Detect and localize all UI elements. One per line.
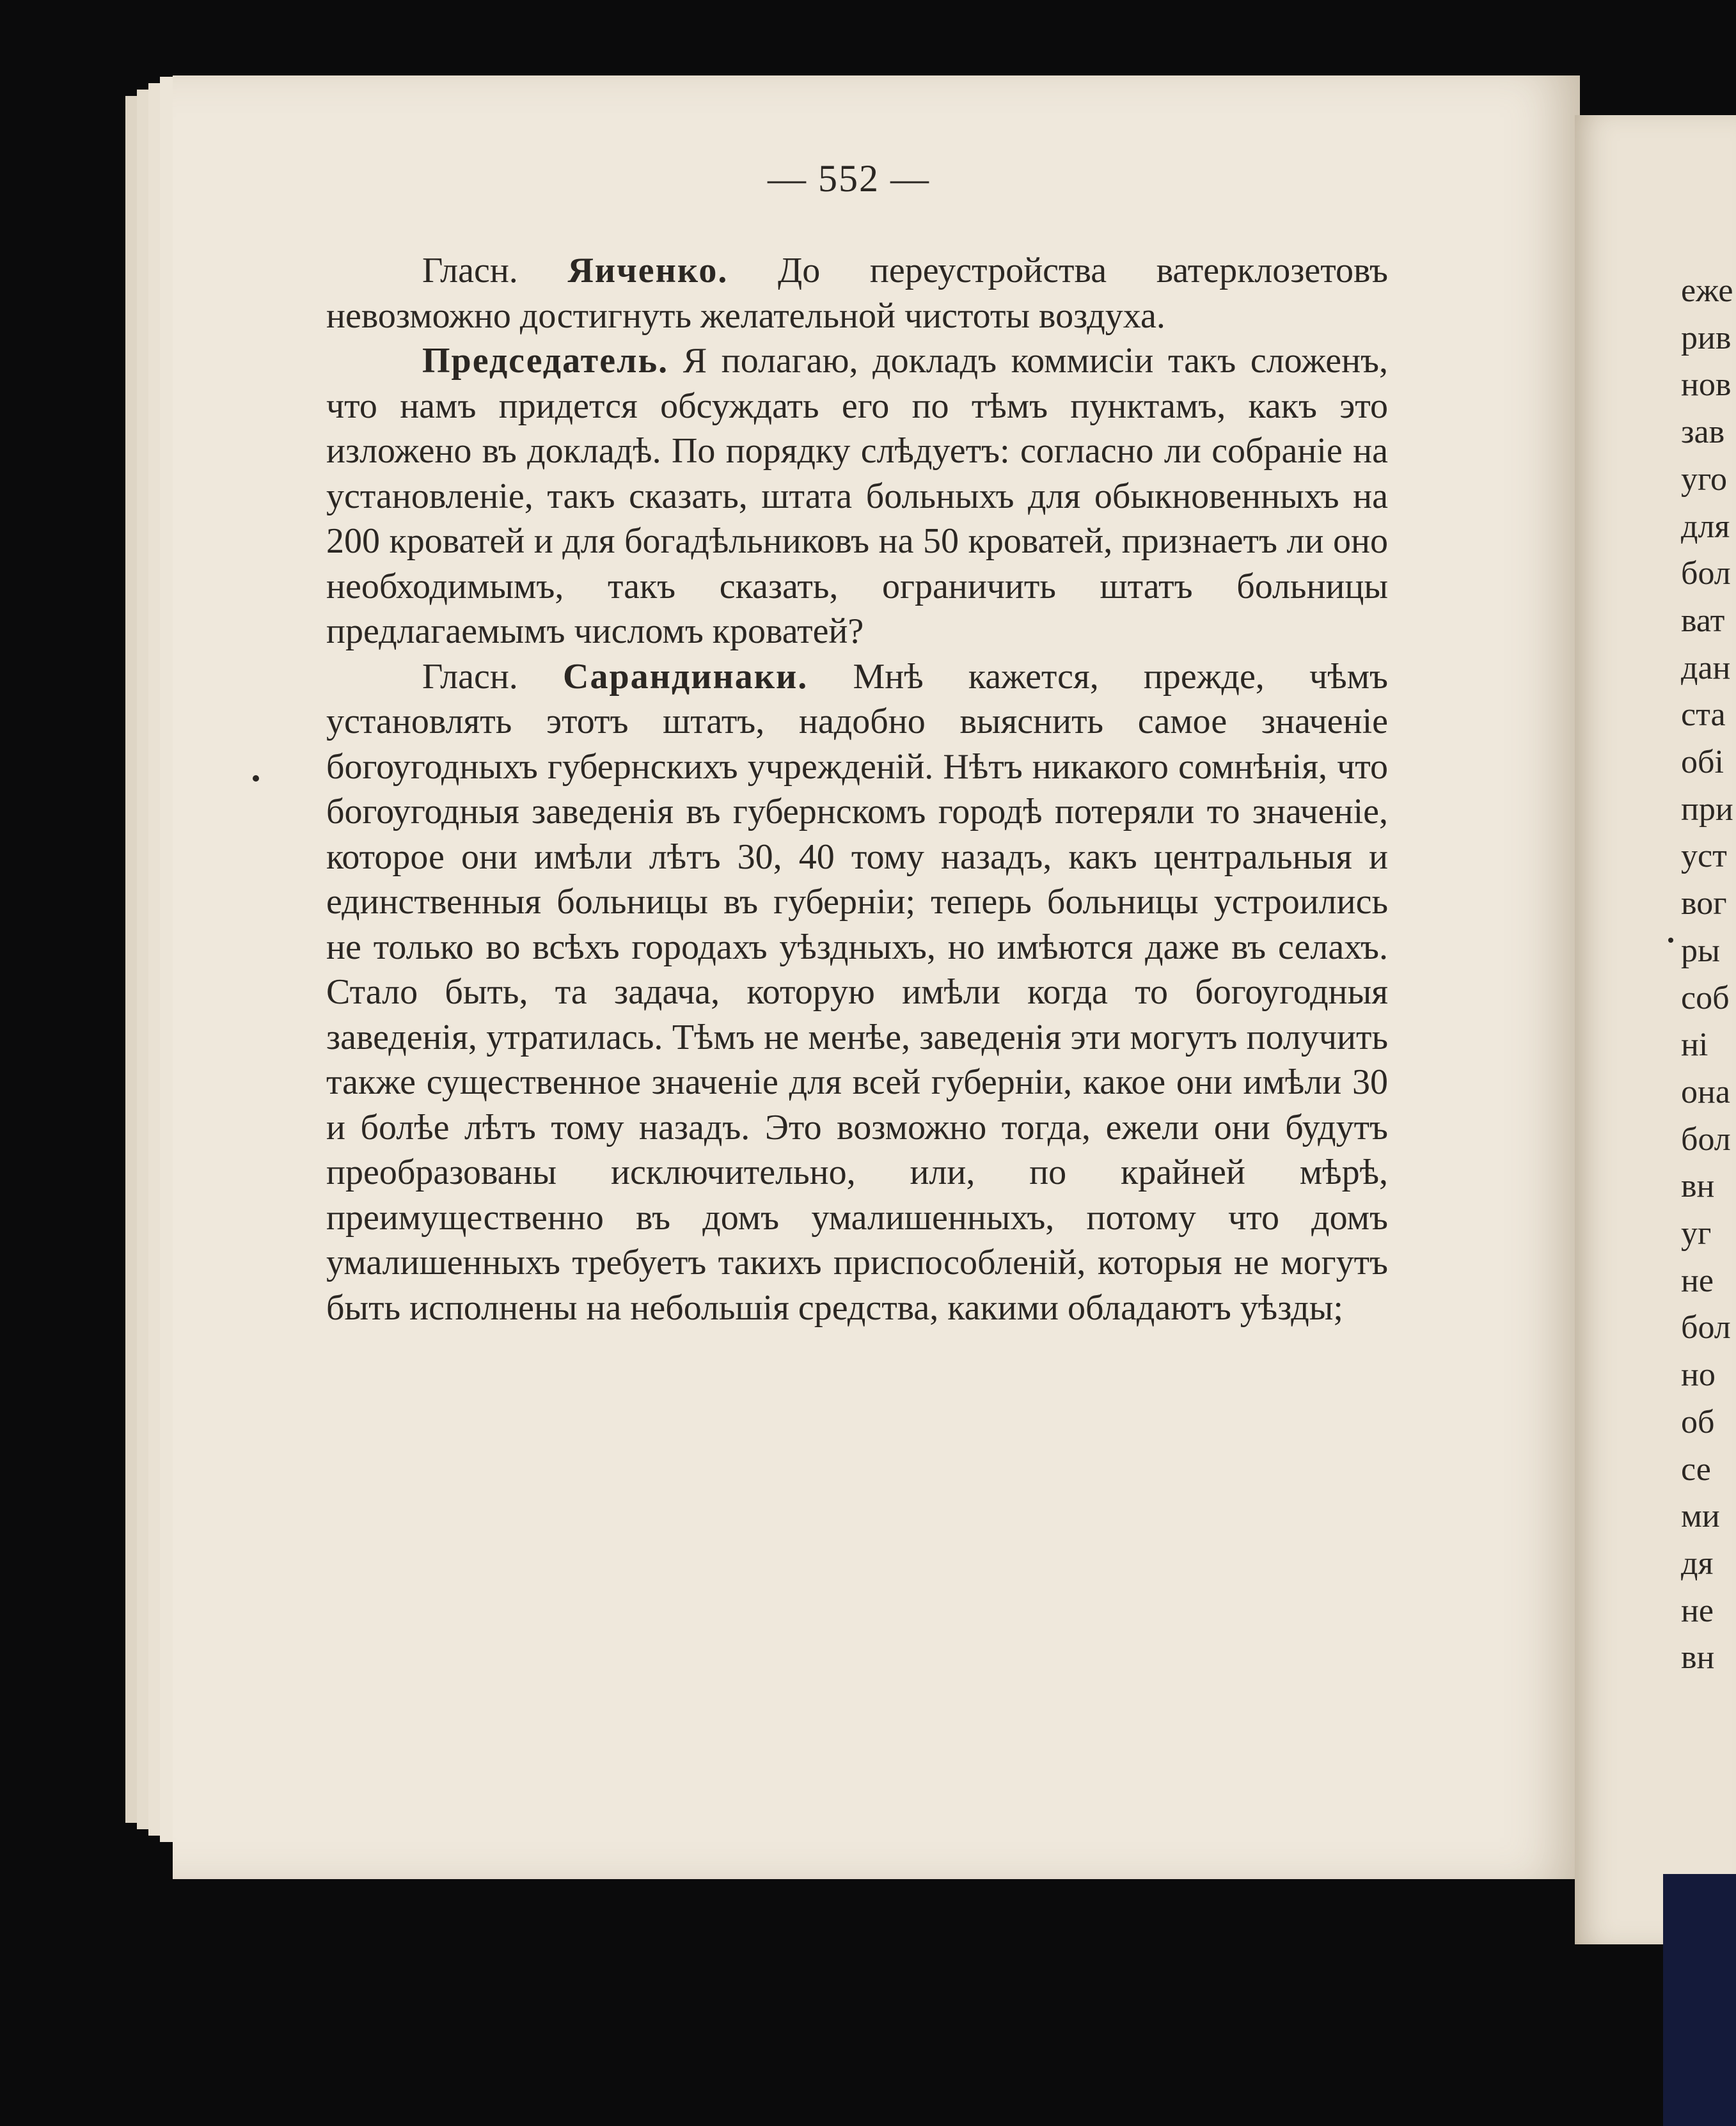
right-page-line: обі [1681,744,1724,781]
right-page-line: уг [1681,1215,1712,1252]
right-page-line: ват [1681,602,1725,639]
right-page-line: дя [1681,1545,1714,1582]
speaker-name: Сарандинаки. [563,656,809,697]
paragraph-text: До переустройства ватерклозетовъ невозможно достигнуть желательной чистоты воздуха. [326,251,1389,336]
right-page-line: зав [1681,414,1725,451]
page-number: — 552 — [768,157,930,200]
paragraph-text: Мнѣ кажется, прежде, чѣмъ установлять этотъ штатъ, надобно выяснить самое значеніе богоугодныхъ губернскихъ учрежденій. Нѣтъ никакого сомнѣнія, что богоугодныя заведенія въ губернскомъ городѣ потеряли то значеніе, которое они имѣли лѣтъ 30, 40 тому назадъ, какъ центральныя и единственныя больницы въ губерніи; теперь больницы устроились не только во всѣхъ городахъ уѣздныхъ, но имѣются даже въ селахъ. Стало быть, та задача, которую имѣли когда то богоугодныя заведенія, утратилась. Тѣмъ не менѣе, заведенія эти могутъ получить также существенное значеніе для всей губерніи, какое они имѣли 30 и болѣе лѣтъ тому назадъ. Это возможно тогда, ежели они будутъ преобразованы исключительно, или, по крайней мѣрѣ, преимущественно въ домъ умалишенныхъ, потому что домъ умалишенныхъ требуетъ такихъ приспособленій, которыя не могутъ быть исполнены на небольшія средства, какими обладаютъ уѣзды; [326,656,1388,1328]
right-page-line: для [1681,508,1730,545]
right-page-line: бол [1681,1309,1731,1346]
ink-speck [253,775,259,782]
right-page-line: уст [1681,838,1727,875]
paragraph-text: Я полагаю, докладъ коммисіи такъ сложенъ, что намъ придется обсуждать его по тѣмъ пунктамъ, какъ это изложено въ докладѣ. По порядку слѣдуетъ: согласно ли собраніе на установленіе, такъ сказать, штата больныхъ для обыкновенныхъ на 200 кроватей и для богадѣльниковъ на 50 кроватей, признаетъ ли оно необходимымъ, такъ сказать, ограничить штатъ больницы предлагаемымъ числомъ кроватей? [326,341,1388,651]
right-page-line: ми [1681,1498,1720,1535]
right-page-line: бол [1681,555,1731,592]
right-page-line: при [1681,791,1733,828]
right-page-line: соб [1681,979,1730,1016]
right-page-line: вог [1681,885,1727,922]
right-page-line: не [1681,1262,1714,1299]
paragraph [326,248,1388,338]
right-page-line: она [1681,1073,1730,1110]
right-page-line: вн [1681,1168,1715,1205]
paragraph [326,338,1388,654]
right-page-line: ры [1681,932,1720,969]
right-page-text [1681,267,1736,1681]
speaker-prefix: Гласн. [422,656,564,697]
right-page-line: уго [1681,461,1728,498]
right-page-line: не [1681,1592,1714,1629]
right-page-line: нов [1681,366,1732,404]
speaker-prefix: Гласн. [422,251,568,290]
right-page-line: ні [1681,1027,1708,1064]
speaker-name: Председатель. [422,341,669,381]
paragraph [326,654,1388,1331]
right-page-line: рив [1681,319,1732,356]
right-page-line: дан [1681,649,1731,686]
background-cloth [1663,1874,1736,2126]
right-page-line: но [1681,1357,1716,1394]
right-page-line: об [1681,1403,1715,1440]
right-page-line: ста [1681,697,1726,734]
page-body [326,248,1388,1330]
right-page-line: се [1681,1451,1711,1488]
right-page-line: еже [1681,272,1733,309]
ink-speck [1668,938,1673,943]
right-page-line: вн [1681,1639,1715,1676]
right-page-line: бол [1681,1121,1731,1158]
speaker-name: Яиченко. [567,251,729,290]
